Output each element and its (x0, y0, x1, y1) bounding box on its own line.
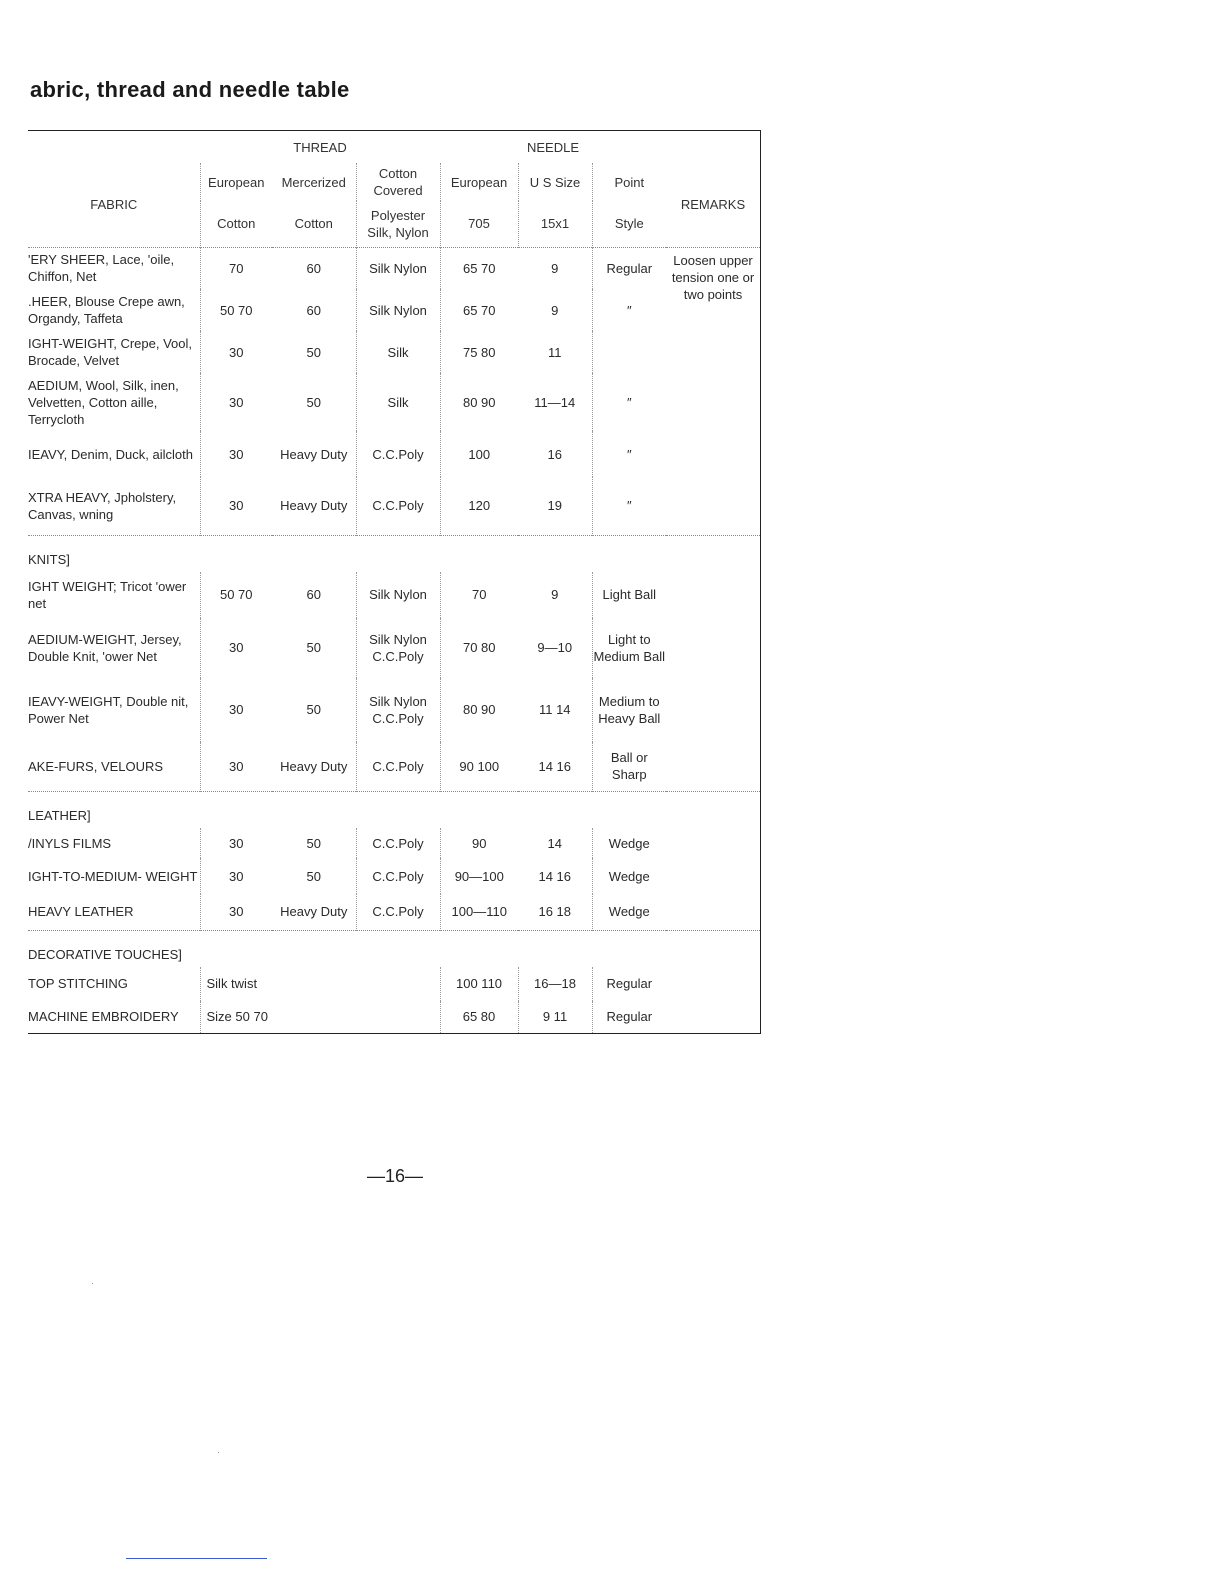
euro-cotton-cell: 50 70 (200, 572, 272, 618)
ccp-cell: Silk Nylon C.C.Poly (356, 618, 440, 678)
point-cell: ″ (592, 373, 666, 431)
thread-cell: Size 50 70 (200, 1001, 440, 1033)
euro-needle-cell: 100 110 (440, 967, 518, 1001)
euro-needle-cell: 65 70 (440, 247, 518, 289)
mercerized-cell: 60 (272, 247, 356, 289)
ccp-cell: Silk Nylon (356, 247, 440, 289)
mercerized-cell: Heavy Duty (280, 446, 348, 462)
euro-needle-cell: 75 80 (440, 331, 518, 373)
us-size-cell: 9 (551, 587, 559, 602)
fabric-cell: .HEER, Blouse Crepe awn, Organdy, Taffeta (28, 294, 185, 326)
point-cell: ″ (592, 477, 666, 535)
ccp-cell: C.C.Poly (356, 431, 440, 477)
table-row (28, 894, 760, 930)
mercerized-cell: 50 (306, 640, 321, 655)
us-size-cell: 11 14 (538, 702, 571, 717)
ccp-cell: Silk Nylon (356, 289, 440, 331)
needle-group-header: NEEDLE (527, 139, 580, 155)
section-row-knits (28, 535, 760, 572)
us-size-header-top: U S Size (518, 163, 592, 201)
euro-needle-cell: 90 100 (440, 742, 518, 792)
ccp-cell: C.C.Poly (356, 828, 440, 858)
section-label: LEATHER] (28, 792, 760, 829)
point-cell: Regular (592, 967, 666, 1001)
table-row (28, 742, 760, 792)
us-size-header-bottom: 15x1 (518, 201, 592, 247)
euro-cotton-cell: 30 (200, 858, 272, 894)
mercerized-header-top: Mercerized (281, 174, 346, 190)
mercerized-cell: 60 (306, 302, 321, 318)
euro-needle-cell: 65 70 (440, 289, 518, 331)
euro-cotton-cell: 30 (200, 894, 272, 930)
section-row-leather (28, 792, 760, 829)
euro-cotton-cell: 30 (200, 331, 272, 373)
ccp-header-polyester: Polyester (370, 207, 426, 223)
us-size-cell: 16—18 (518, 967, 592, 1001)
euro-needle-cell: 70 80 (440, 618, 518, 678)
us-size-cell: 14 (547, 835, 562, 851)
euro-needle-header-top: European (440, 163, 518, 201)
section-row-decorative (28, 930, 760, 967)
euro-needle-cell: 65 80 (440, 1001, 518, 1033)
table-row (28, 967, 760, 1001)
mercerized-cell: 50 (306, 835, 321, 851)
ccp-cell: C.C.Poly (356, 858, 440, 894)
fabric-cell: AEDIUM, Wool, Silk, inen, Velvetten, Cotton aille, Terrycloth (28, 377, 179, 427)
page-title: abric, thread and needle table (30, 77, 350, 102)
remarks-col-header: REMARKS (680, 197, 746, 213)
euro-cotton-cell: 30 (200, 373, 272, 431)
section-label: DECORATIVE TOUCHES] (28, 930, 760, 967)
us-size-cell: 16 18 (538, 904, 572, 920)
footer-rule (126, 1558, 267, 1559)
euro-cotton-header-bottom: Cotton (200, 201, 272, 247)
point-header-bottom: Style (592, 201, 666, 247)
euro-needle-cell: 120 (440, 477, 518, 535)
ccp-cell: Silk (356, 373, 440, 431)
table-row (28, 678, 760, 742)
scan-speck (218, 1452, 219, 1453)
table-row (28, 858, 760, 894)
point-cell: Light Ball (592, 572, 666, 618)
ccp-header-silk-nylon: Silk, Nylon (367, 224, 429, 240)
euro-needle-cell: 70 (440, 572, 518, 618)
us-size-cell: 9—10 (537, 640, 573, 655)
point-cell: ″ (592, 289, 666, 331)
point-cell (592, 331, 666, 373)
us-size-cell: 14 16 (538, 868, 572, 884)
euro-needle-cell: 100—110 (440, 894, 518, 930)
us-size-cell: 11 (548, 344, 562, 360)
point-header-top: Point (592, 163, 666, 201)
euro-needle-cell: 80 90 (440, 678, 518, 742)
point-cell: Ball or Sharp (592, 742, 666, 792)
euro-cotton-cell: 30 (200, 431, 272, 477)
euro-needle-header-bottom: 705 (440, 201, 518, 247)
fabric-cell: MACHINE EMBROIDERY (28, 1009, 179, 1024)
mercerized-cell: 50 (306, 344, 321, 360)
fabric-cell: TOP STITCHING (28, 976, 128, 991)
fabric-cell: /INYLS FILMS (28, 835, 112, 851)
table-row (28, 289, 760, 331)
euro-cotton-cell: 30 (200, 742, 272, 792)
table-row (28, 1001, 760, 1033)
fabric-col-header: FABRIC (90, 197, 138, 213)
page-number: —16— (366, 1166, 424, 1186)
point-cell: Light to Medium Ball (592, 618, 666, 678)
table-row (28, 572, 760, 618)
fabric-thread-needle-table (28, 130, 761, 1034)
euro-cotton-cell: 30 (200, 618, 272, 678)
scan-speck (92, 1283, 93, 1284)
table-row (28, 431, 760, 477)
mercerized-header-bottom: Cotton (294, 216, 333, 232)
point-cell: ″ (592, 431, 666, 477)
fabric-cell: AKE-FURS, VELOURS (28, 758, 164, 774)
mercerized-cell: Heavy Duty (280, 904, 348, 920)
fabric-cell: IEAVY-WEIGHT, Double nit, Power Net (28, 693, 189, 726)
euro-needle-cell: 90 (440, 828, 518, 858)
euro-cotton-cell: 70 (200, 247, 272, 289)
fabric-cell: XTRA HEAVY, Jpholstery, Canvas, wning (28, 489, 177, 522)
fabric-cell: AEDIUM-WEIGHT, Jersey, Double Knit, 'ower Net (28, 631, 182, 664)
remarks-cell: Loosen upper tension one or two points (666, 247, 760, 331)
ccp-cell: C.C.Poly (356, 742, 440, 792)
section-label: KNITS] (28, 535, 760, 572)
euro-needle-cell: 100 (440, 431, 518, 477)
mercerized-cell: 50 (306, 868, 321, 884)
thread-cell: Silk twist (200, 967, 440, 1001)
point-cell: Regular (592, 247, 666, 289)
fabric-cell: HEAVY LEATHER (28, 904, 134, 920)
table-row (28, 247, 760, 289)
fabric-cell: IEAVY, Denim, Duck, ailcloth (28, 446, 193, 462)
thread-group-header: THREAD (293, 139, 347, 155)
point-cell: Medium to Heavy Ball (592, 678, 666, 742)
point-cell: Wedge (592, 828, 666, 858)
fabric-cell: IGHT-TO-MEDIUM- WEIGHT (28, 868, 198, 884)
table-row (28, 618, 760, 678)
mercerized-cell: 50 (306, 702, 321, 717)
us-size-cell: 11—14 (534, 394, 576, 410)
table-row (28, 373, 760, 431)
ccp-header-bottom (356, 201, 440, 247)
euro-cotton-cell: 30 (200, 678, 272, 742)
ccp-header-top: Cotton Covered (356, 163, 440, 201)
us-size-cell: 16 (547, 446, 562, 462)
euro-cotton-cell: 30 (200, 828, 272, 858)
ccp-cell: Silk (356, 331, 440, 373)
point-cell: Regular (592, 1001, 666, 1033)
mercerized-cell: 50 (306, 394, 321, 410)
ccp-cell: Silk Nylon (356, 572, 440, 618)
table-row (28, 477, 760, 535)
us-size-cell: 14 16 (538, 758, 572, 774)
euro-needle-cell: 80 90 (440, 373, 518, 431)
euro-needle-cell: 90—100 (440, 858, 518, 894)
ccp-cell: Silk Nylon C.C.Poly (356, 678, 440, 742)
us-size-cell: 9 (518, 247, 592, 289)
fabric-cell: 'ERY SHEER, Lace, 'oile, Chiffon, Net (28, 247, 200, 289)
fabric-cell: IGHT WEIGHT; Tricot 'ower net (28, 578, 187, 611)
fabric-cell: IGHT-WEIGHT, Crepe, Vool, Brocade, Velvet (28, 336, 192, 368)
point-cell: Wedge (592, 894, 666, 930)
euro-cotton-header-top: European (200, 163, 272, 201)
euro-cotton-cell: 30 (200, 477, 272, 535)
mercerized-cell: Heavy Duty (280, 498, 348, 514)
point-cell: Wedge (592, 858, 666, 894)
us-size-cell: 9 (551, 302, 559, 318)
mercerized-cell: 60 (306, 587, 321, 602)
ccp-cell: C.C.Poly (356, 894, 440, 930)
ccp-cell: C.C.Poly (356, 477, 440, 535)
mercerized-cell: Heavy Duty (280, 758, 348, 774)
table-row (28, 331, 760, 373)
euro-cotton-cell: 50 70 (200, 289, 272, 331)
us-size-cell: 9 11 (518, 1001, 592, 1033)
us-size-cell: 19 (547, 498, 562, 514)
table-row (28, 828, 760, 858)
